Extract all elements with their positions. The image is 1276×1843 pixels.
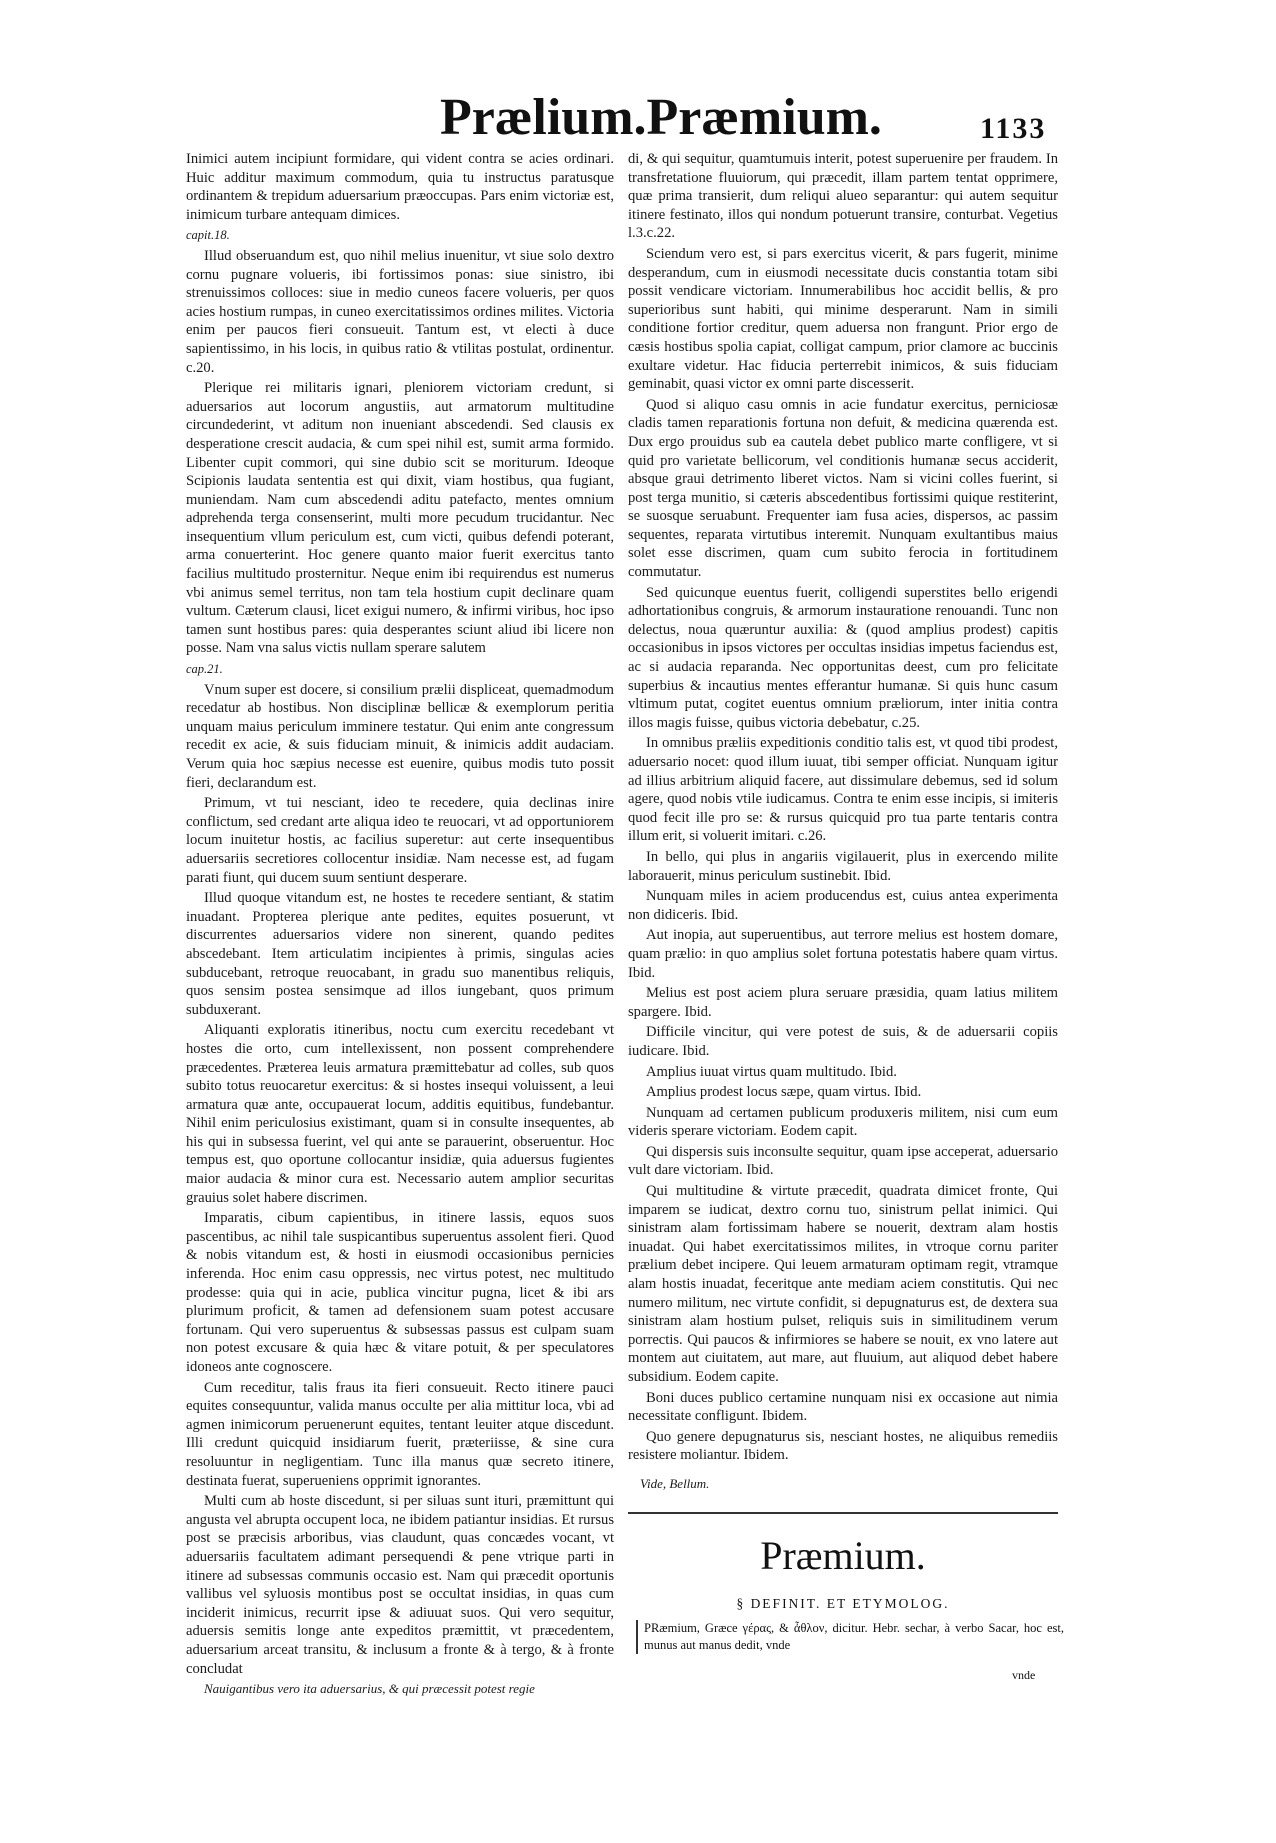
- paragraph: Qui dispersis suis inconsulte sequitur, quam ipse acceperat, aduersario vult dare victoriam. Ibid.: [628, 1143, 1058, 1179]
- paragraph: In bello, qui plus in angariis vigilauerit, plus in exercendo milite laborauerit, minus periculum sustinebit. Ibid.: [628, 848, 1058, 884]
- catchword: vnde: [1012, 1668, 1036, 1682]
- paragraph: capit.18.: [186, 228, 230, 243]
- paragraph: Boni duces publico certamine nunquam nisi ex occasione aut nimia necessitate confligunt. Ibidem.: [628, 1389, 1058, 1425]
- paragraph: Nunquam miles in aciem producendus est, cuius antea experimenta non didiceris. Ibid.: [628, 888, 1058, 923]
- section-subtitle: § DEFINIT. ET ETYMOLOG.: [736, 1596, 950, 1611]
- paragraph: In omnibus præliis expeditionis conditio talis est, vt quod tibi prodest, aduersario nocet: quod illum iuuat, tibi semper officiat. Nunquam igitur ad illius arbitrium aliquid facere, aut dissimulare debemus, sed id solum agere, quod nobis vtile iudicamus. Contra te enim esse incipis, si imiteris quod fecit ille pro se: & rursus quicquid pro tua parte tentaris contra illum erit, si voluerit imitari. c.26.: [628, 735, 1058, 845]
- page-number: 1133: [980, 112, 1047, 145]
- left-column: [186, 150, 614, 1701]
- paragraph: Amplius prodest locus sæpe, quam virtus. Ibid.: [646, 1084, 922, 1101]
- paragraph: di, & qui sequitur, quamtumuis interit, potest superuenire per fraudem. In transfretatione fluuiorum, qui præcedit, illam partem tentat opprimere, quæ prima transierit, dum reliqui alueo separantur: qui autem sequitur itinere festinato, illos qui nondum potuerunt transire, conturbat. Vegetius l.3.c.22.: [628, 151, 1058, 242]
- paragraph: Qui multitudine & virtute præcedit, quadrata dimicet fronte, Qui imparem se iudicat, dextro cornu tuo, sinistrum pellat inimici. Qui sinistram alam fortissimam habere se nouerit, dextram alam hostis inuadat. Qui habet exercitatissimos milites, in vtroque cornu pariter prælium debet incipere. Qui leuem armaturam optimam regit, vtramque alam hostis inuadat, feceritque ante mediam aciem constitutis. Qui nec numero militum, nec virtute confidit, si depugnaturus est, de dextera sua sinistram alam hostium pulset, reliquis suis in similitudinem verum porrectis. Qui paucos & infirmiores se habere se nouit, ex vno latere aut montem aut ciuitatem, aut mare, aut fluuium, aut aliquod debet habere subsidium. Eodem capite.: [628, 1183, 1058, 1385]
- paragraph: Cum receditur, talis fraus ita fieri consueuit. Recto itinere pauci equites consequuntur, valida manus occulte per alia mittitur loca, vbi ad agmen inimicorum peruenerunt equites, tentant leuiter atque discedunt. Illi credunt quicquid insidiarum fuerit, præteriisse, & sine cura resoluuntur in negligentiam. Tunc illa manus quæ secreto itinere, destinata fuerat, superueniens opprimit ignorantes.: [186, 1379, 614, 1489]
- paragraph: Quod si aliquo casu omnis in acie fundatur exercitus, perniciosæ cladis tamen reparationis fortuna non defuit, & medicina quærenda est. Dux ergo prouidus sub ea cautela debet publico marte confligere, vt si quid pro varietate bellicorum, vel conditionis humanæ secus acciderit, absque graui detrimento liberet victos. Nam si vicini colles fuerint, si post terga munitio, si cæteris abscedentibus fortissimi quique restiterint, se suosque seruabunt. Frequenter iam fusa acies, dispersos, ac passim sequentes, reparata virtutibus interemit. Nunquam exultantibus maius solet esse discrimen, quam cum subito ferocia in fortitudinem commutatur.: [628, 396, 1058, 581]
- paragraph: Aliquanti exploratis itineribus, noctu cum exercitu recedebant vt hostes die orto, cum intellexissent, non possent comprehendere præcedentes. Præterea leuis armatura præmittebatur ad colles, sub quos subito totus reuocaretur exercitus: & si hostes insequi voluissent, a leui armatura quæ ante, occupauerat locum, additis equitibus, fundebantur. Nihil enim periculosius existimant, quam si in consulte insequentes, ab his qui in subsessa fuerint, vel qui ante se parauerint, obseruentur. Hoc tempus est, quo oportune collocantur insidiæ, quia aduersus fugientes maior audacia & minor cura est. Necessario autem amplior securitas grauius solet habere discrimen.: [186, 1022, 614, 1206]
- paragraph: Difficile vincitur, qui vere potest de suis, & de aduersarii copiis iudicare. Ibid.: [628, 1024, 1058, 1059]
- paragraph: Quo genere depugnaturus sis, nesciant hostes, ne aliquibus remediis resistere moliantur. Ibidem.: [628, 1428, 1058, 1464]
- paragraph: Nunquam ad certamen publicum produxeris militem, nisi cum eum videris sperare victoriam. Eodem capit.: [628, 1104, 1058, 1140]
- paragraph: Sed quicunque euentus fuerit, colligendi superstites bello erigendi adhortationibus congruis, & armorum instauratione renouandi. Tunc non delectus, noua quæruntur auxilia: & (quod amplius prodest) capitis occasionibus in ipsos victores per occultas insidias impetus faciendus est, ac si audacia reparanda. Nec opportunitas deest, cum pro felicitate superbius & incautius mentes efferantur humanæ. Si quis hunc casum vltimum putat, cogitet euentus omnium præliorum, inter initia contra illos magis fuisse, quibus victoria debebatur, c.25.: [628, 584, 1058, 731]
- paragraph: Nauigantibus vero ita aduersarius, & qui præcessit potest regie: [204, 1681, 535, 1697]
- section-definition-text: PRæmium, Græce γέρας, & ἆθλον, dicitur. Hebr. sechar, à verbo Sacar, hoc est, munus aut manus dedit, vnde: [636, 1620, 1064, 1654]
- right-column: [628, 150, 1058, 1496]
- paragraph: Aut inopia, aut superuentibus, aut terrore melius est hostem domare, quam prælio: in quo amplius solet fortuna potestatis habere quam virtus. Ibid.: [628, 927, 1058, 981]
- paragraph: Primum, vt tui nesciant, ideo te recedere, quia declinas inire conflictum, sed credant arte aliqua ideo te reuocari, vt ad opportuniorem locum inuitetur hostis, ac facilius superetur: aut certe insequentibus aduersariis secretiores collocentur insidiæ. Nam necesse est, ad fugam parati fiunt, qui ducem suum sentiunt desperare.: [186, 795, 614, 886]
- paragraph: Illud obseruandum est, quo nihil melius inuenitur, vt siue solo dextro cornu pugnare volueris, ibi fortissimos ponas: siue sinistro, ibi strenuissimos colloces: siue in medio cuneos facere volueris, per quos acies hostium rumpas, in cuneo exercitatissimos ordines milites. Victoria enim per paucos fieri consueuit. Tantum est, vt electi à duce sapientissimo, in his locis, in quibus ratio & vtilitas postulat, ordinentur. c.20.: [186, 247, 614, 376]
- paragraph: Illud quoque vitandum est, ne hostes te recedere sentiant, & statim inuadant. Propterea plerique ante pedites, equites posuerunt, vt discurrentes aduersarios videre non sinerent, quando pedites abscedebant. Item articulatim incipientes à primis, singulas acies subducebant, retroque reuocabant, in gradu suo manentibus reliquis, quos sensim postea sensimque ad illos iungebant, quos primum subduxerant.: [186, 890, 614, 1018]
- running-head: Prælium.Præmium.: [440, 89, 882, 146]
- paragraph: Melius est post aciem plura seruare præsidia, quam latius militem spargere. Ibid.: [628, 985, 1058, 1020]
- paragraph: Amplius iuuat virtus quam multitudo. Ibid.: [646, 1063, 897, 1080]
- paragraph: Plerique rei militaris ignari, pleniorem victoriam credunt, si aduersarios aut locorum angustiis, aut armatorum multitudine circundederint, vt aditum non inueniant abscedendi. Sed clausis ex desperatione crescit audacia, & cum spei nihil est, sumit arma formido. Libenter cupit commori, qui sine dubio scit se moriturum. Ideoque Scipionis laudata sententia est qui dixit, viam hostibus, qua fugiant, muniendam. Nam cum abscedendi aditu patefacto, mentes omnium adprehenda terga consenserint, multi more pecudum trucidantur. Nec insequentium vllum periculum est, cum victi, quibus defendi poterant, arma conuerterint. Hoc genere quanto maior fuerit exercitus tanto facilius multitudo prosternitur. Neque enim ibi requirendus est numerus vbi animus semel territus, non tam tela hostium cupit declinare quam vultum. Cæterum clausi, licet exigui numero, & infirmi viribus, hoc ipso tamen sunt hostibus pares: quia desperantes sciunt aliud ibi licere non posse. Nam vna salus victis nullam sperare salutem: [186, 380, 614, 657]
- paragraph: cap.21.: [186, 662, 223, 677]
- paragraph: Multi cum ab hoste discedunt, si per siluas sunt ituri, præmittunt qui angusta vel abrupta occupent loca, ne ibidem patiantur insidias. Et rursus post se præcisis arboribus, vias claudunt, quas concædes vocant, vt aduersariis facultatem adimant persequendi & pene vtrique parti in itinere ad subsessas communis occasio est. Nam qui præcedit oportunis vallibus vel syluosis montibus post se occultat insidias, in quas cum inciderit inimicus, recurrit ipse & adiuuat suos. Qui vero sequitur, aduersis semitis longe ante expeditos præmittit, vt præcedentem, aduersarium arceat transitu, & inclusum a fronte & à tergo, & à fronte concludat: [186, 1493, 614, 1677]
- paragraph: Vnum super est docere, si consilium prælii displiceat, quemadmodum recedatur ab hostibus. Non disciplinæ bellicæ & exemplorum peritia unquam maius periculum imminere testatur. Qui enim ante congressum recedit ex acie, & suis fiduciam minuit, & inimicis addit audaciam. Verum quia hoc sæpius necesse est euenire, quibus modis tuto possit fieri, declarandum est.: [186, 681, 614, 791]
- cross-reference: Vide, Bellum.: [640, 1475, 710, 1491]
- section-title: Præmium.: [760, 1533, 926, 1578]
- paragraph: Imparatis, cibum capientibus, in itinere lassis, equos suos pascentibus, ac nihil tale suspicantibus superuentus assolent fieri. Quod & nobis vitandum est, & hosti in eiusmodi occasionibus pernicies inferenda. Hoc enim casu oppressis, nec virtus potest, nec multitudo prodesse: quia qui in acie, publica vincitur pugna, licet & ibi ars plurimum proficit, & tamen ad defensionem suam potest accusare fortunam. Qui vero superuentus & subsessas passus est culpam suam non potest excusare & quia hæc & vitare potuit, & per speculatores idoneos ante cognoscere.: [186, 1210, 614, 1375]
- paragraph: Sciendum vero est, si pars exercitus vicerit, & pars fugerit, minime desperandum, cum in eiusmodi necessitate ducis constantia totam sibi possit vendicare victoriam. Innumerabilibus hoc accidit bellis, & pro superioribus sunt habiti, qui minime desperarunt. Nam in simili conditione fortior creditur, quem aduersa non frangunt. Prior ergo de cæsis hostibus spolia capiat, colligat campum, prior clamore ac buccinis exultare videtur. Hac fiducia perterrebit inimicos, & suis fiduciam geminabit, quasi victor ex omni parte discesserit.: [628, 245, 1058, 393]
- section-rule: [628, 1512, 1058, 1514]
- paragraph: Inimici autem incipiunt formidare, qui vident contra se acies ordinari. Huic additur maximum commodum, quia tu instructus paratusque ordinantem & trepidum aduersarium præoccupas. Pars enim victoriæ est, inimicum turbare antequam dimices.: [186, 151, 614, 223]
